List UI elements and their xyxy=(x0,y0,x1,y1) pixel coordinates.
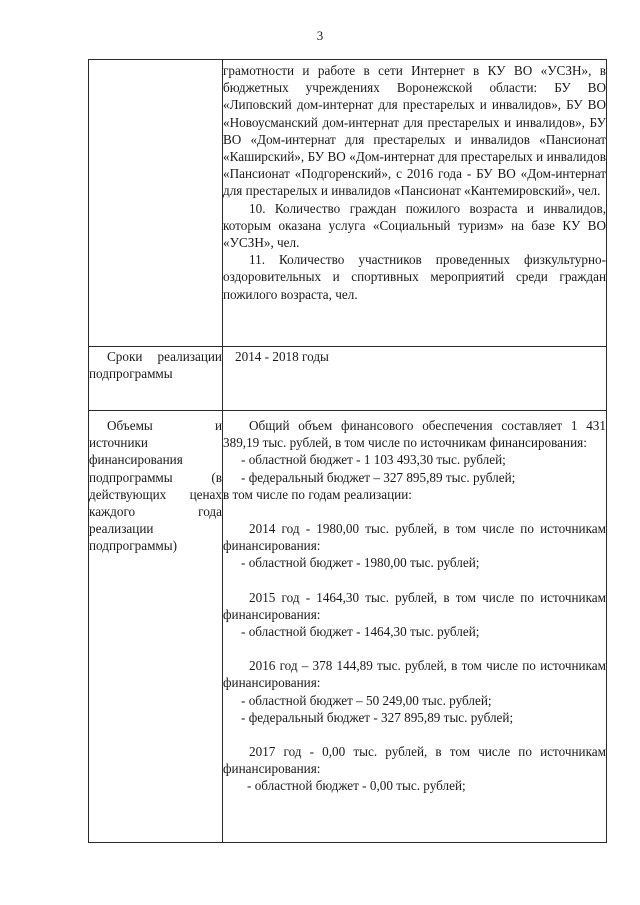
page-number: 3 xyxy=(316,28,324,43)
funding-item: - областной бюджет - 1980,00 тыс. рублей; xyxy=(241,555,480,571)
funding-by-years-label: в том числе по годам реализации: xyxy=(223,486,412,502)
table-row xyxy=(89,60,607,347)
funding-label-cell xyxy=(89,411,223,843)
period-value-cell xyxy=(223,347,607,411)
row1-label-cell xyxy=(89,60,223,347)
table-row xyxy=(89,347,607,411)
period-label-cell xyxy=(89,347,223,411)
table-row xyxy=(89,411,607,843)
year-heading: 2017 год - 0,00 тыс. рублей, в том числе по источникам финансирования: xyxy=(223,744,606,777)
indicator-paragraph: 10. Количество граждан пожилого возраста и инвалидов, которым оказана услуга «Социальный туризм» на базе КУ ВО «УСЗН», чел. xyxy=(223,200,606,251)
funding-item: - федеральный бюджет – 327 895,89 тыс. рублей; xyxy=(241,469,516,485)
funding-item: - областной бюджет – 50 249,00 тыс. рублей; xyxy=(241,692,492,708)
funding-intro: Общий объем финансового обеспечения составляет 1 431 389,19 тыс. рублей, в том числе по источникам финансирования: xyxy=(223,418,606,451)
year-heading: 2016 год – 378 144,89 тыс. рублей, в том числе по источникам финансирования: xyxy=(223,658,606,691)
funding-item: - областной бюджет - 1 103 493,30 тыс. рублей; xyxy=(241,452,506,468)
period-label: Сроки реализации подпрограммы xyxy=(89,349,222,382)
funding-item: - областной бюджет - 1464,30 тыс. рублей; xyxy=(241,624,480,640)
funding-item: - федеральный бюджет - 327 895,89 тыс. рублей; xyxy=(241,709,514,725)
year-heading: 2015 год - 1464,30 тыс. рублей, в том числе по источникам финансирования: xyxy=(223,589,606,622)
period-value: 2014 - 2018 годы xyxy=(235,349,329,364)
funding-content-cell xyxy=(223,411,607,843)
funding-label: Объемы и источники финансирования подпрограммы (в действующих ценах каждого года реализации подпрограммы) xyxy=(89,418,222,554)
indicator-paragraph: грамотности и работе в сети Интернет в КУ ВО «УСЗН», в бюджетных учреждениях Воронежской области: БУ ВО «Липовский дом-интернат для престарелых и инвалидов», БУ ВО «Новоусманский дом-интернат для престарелых и инвалидов», БУ ВО «Дом-интернат для престарелых и инвалидов «Пансионат «Каширский», БУ ВО «Дом-интернат для престарелых и инвалидов «Пансионат «Подгоренский», с 2016 года - БУ ВО «Дом-интернат для престарелых и инвалидов «Пансионат «Кантемировский», чел. xyxy=(223,63,606,199)
year-heading: 2014 год - 1980,00 тыс. рублей, в том числе по источникам финансирования: xyxy=(223,521,606,554)
indicator-paragraph: 11. Количество участников проведенных физкультурно-оздоровительных и спортивных мероприятий среди граждан пожилого возраста, чел. xyxy=(223,252,606,302)
row1-content-cell xyxy=(223,60,607,347)
subprogram-passport-table xyxy=(88,59,607,843)
funding-item: - областной бюджет - 0,00 тыс. рублей; xyxy=(247,778,466,794)
